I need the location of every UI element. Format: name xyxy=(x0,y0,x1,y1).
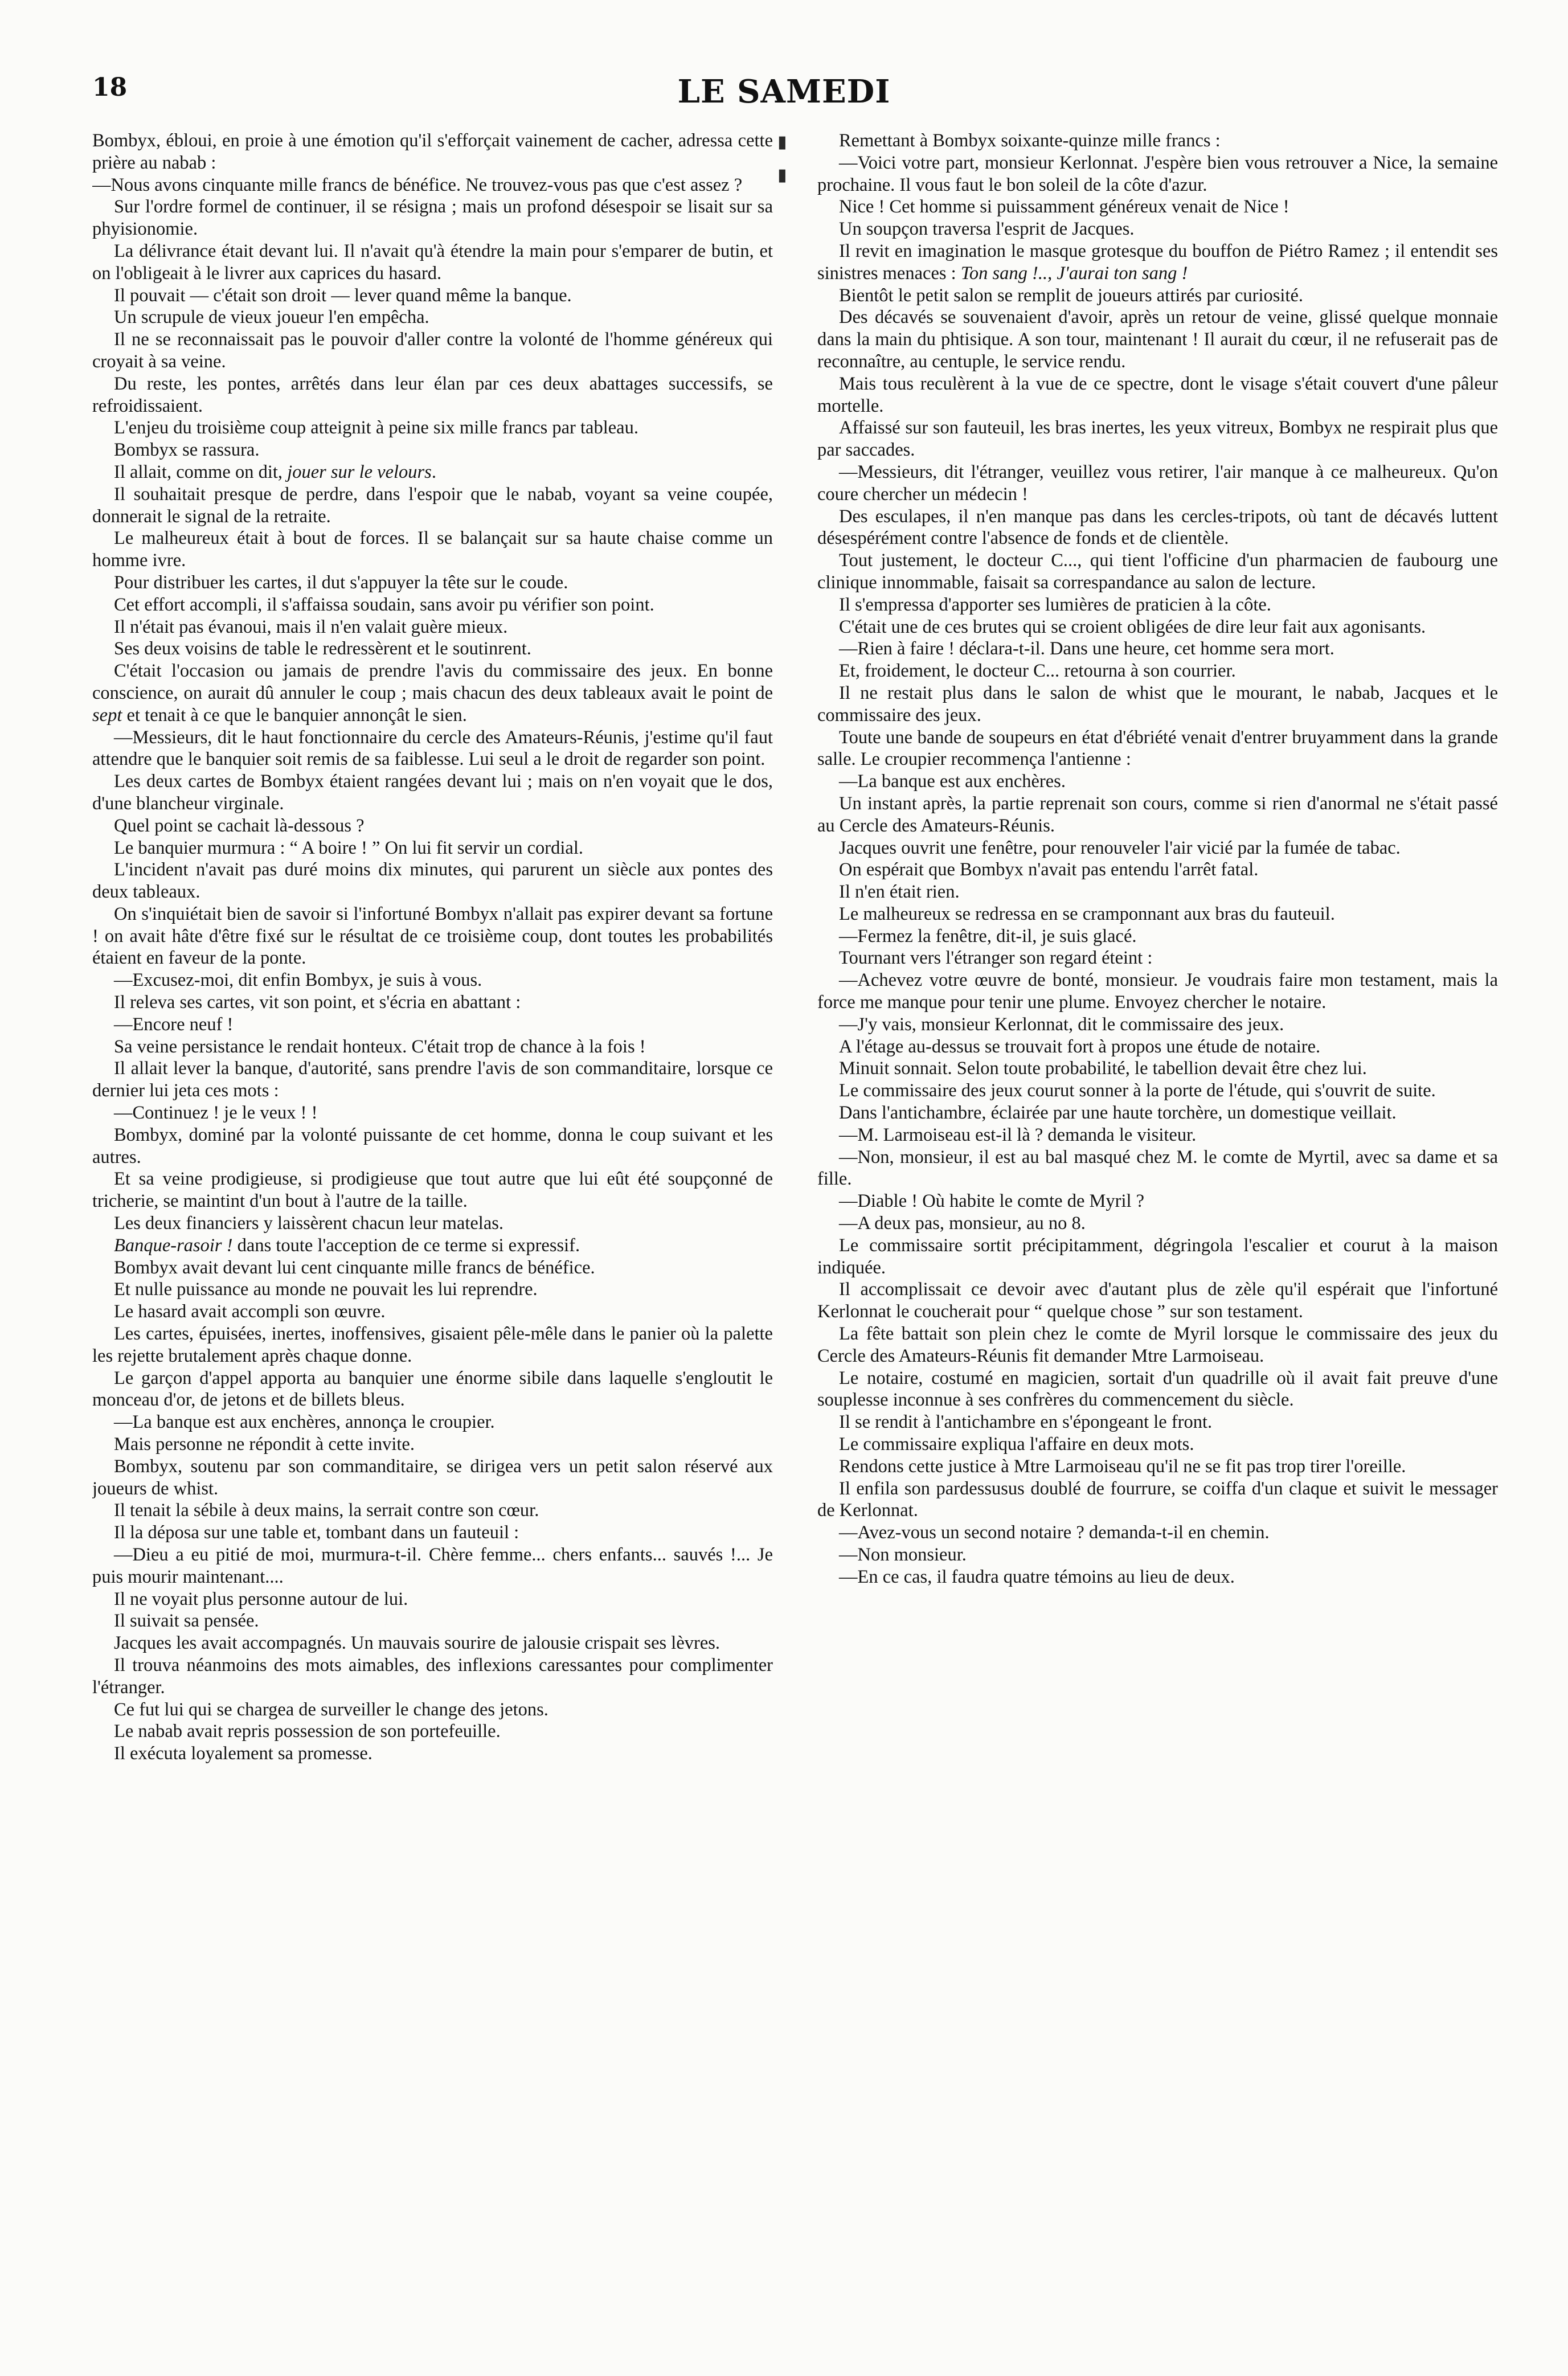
paragraph xyxy=(817,306,1498,372)
paragraph-text: Il exécuta loyalement sa promesse. xyxy=(114,1743,372,1764)
paragraph-text: Il n'en était rien. xyxy=(839,882,960,903)
paragraph xyxy=(817,771,1498,793)
paragraph-text: C'était l'occasion ou jamais de prendre l'avis du commissaire des jeux. En bonne conscience, on aurait dû annuler le coup ; mais chacun des deux tableaux avait le point de xyxy=(92,661,773,703)
paragraph-text: L'incident n'avait pas duré moins dix minutes, qui parurent un siècle aux pontes des deux tableaux. xyxy=(92,859,773,903)
paragraph-text: Le malheureux se redressa en se cramponnant aux bras du fauteuil. xyxy=(839,903,1335,924)
paragraph xyxy=(92,859,773,903)
paragraph-text: Il pouvait — c'était son droit — lever quand même la banque. xyxy=(114,285,572,306)
paragraph xyxy=(92,638,773,660)
margin-mark: ▮ xyxy=(777,165,787,185)
italic-phrase: Banque-rasoir ! xyxy=(114,1235,233,1256)
paragraph-text: Des décavés se souvenaient d'avoir, après un retour de veine, glissé quelque monnaie dans la main du phtisique. A son tour, maintenant ! Il aurait du cœur, il ne refuserait pas de reconnaître, au centuple, le service rendu. xyxy=(817,307,1498,372)
paragraph xyxy=(817,1124,1498,1146)
paragraph xyxy=(817,218,1498,240)
paragraph xyxy=(92,417,773,439)
paragraph-text: Bientôt le petit salon se remplit de joueurs attirés par curiosité. xyxy=(839,285,1303,306)
paragraph xyxy=(817,881,1498,903)
paragraph-text: —Rien à faire ! déclara-t-il. Dans une heure, cet homme sera mort. xyxy=(839,638,1334,659)
paragraph-text: Il la déposa sur une table et, tombant dans un fauteuil : xyxy=(114,1522,519,1543)
italic-phrase: jouer sur le velours xyxy=(287,461,432,482)
paragraph xyxy=(817,1146,1498,1191)
paragraph xyxy=(92,771,773,815)
paragraph xyxy=(817,1456,1498,1478)
paragraph xyxy=(817,1411,1498,1433)
paragraph xyxy=(92,1168,773,1212)
paragraph xyxy=(92,1456,773,1500)
paragraph xyxy=(92,1654,773,1699)
paragraph-text: Bombyx, dominé par la volonté puissante de cet homme, donna le coup suivant et les autres. xyxy=(92,1124,773,1167)
paragraph xyxy=(817,793,1498,837)
paragraph xyxy=(817,506,1498,550)
paragraph-text: Minuit sonnait. Selon toute probabilité, le tabellion devait être chez lui. xyxy=(839,1058,1367,1079)
paragraph-text: Il revit en imagination le masque grotesque du bouffon de Piétro Ramez ; il entendit ses sinistres menaces : xyxy=(817,240,1498,284)
paragraph-text: Des esculapes, il n'en manque pas dans les cercles-tripots, où tant de décavés luttent désespérément contre l'absence de fonds et de clientèle. xyxy=(817,506,1498,549)
paragraph-text: Dans l'antichambre, éclairée par une haute torchère, un domestique veillait. xyxy=(839,1103,1397,1124)
paragraph xyxy=(92,484,773,528)
paragraph-text: Il trouva néanmoins des mots aimables, des inflexions caressantes pour complimenter l'étranger. xyxy=(92,1654,773,1698)
paragraph-text: —Continuez ! je le veux ! ! xyxy=(114,1103,318,1124)
paragraph xyxy=(92,1279,773,1301)
paragraph xyxy=(817,240,1498,285)
paragraph xyxy=(92,196,773,240)
paragraph-text-tail: dans toute l'acception de ce terme si expressif. xyxy=(232,1235,580,1256)
paragraph xyxy=(817,727,1498,771)
text-column-right xyxy=(817,130,1498,2334)
paragraph xyxy=(92,969,773,992)
paragraph-text: Mais tous reculèrent à la vue de ce spectre, dont le visage s'était couvert d'une pâleur mortelle. xyxy=(817,373,1498,416)
paragraph-text: —Diable ! Où habite le comte de Myril ? xyxy=(839,1191,1145,1212)
paragraph-text: Jacques ouvrit une fenêtre, pour renouveler l'air vicié par la fumée de tabac. xyxy=(839,837,1401,858)
paragraph xyxy=(92,1522,773,1544)
paragraph xyxy=(92,1257,773,1279)
paragraph xyxy=(817,903,1498,925)
paragraph xyxy=(817,285,1498,307)
paragraph-text: Il se rendit à l'antichambre en s'épongeant le front. xyxy=(839,1412,1213,1433)
paragraph-text: —Messieurs, dit le haut fonctionnaire du cercle des Amateurs-Réunis, j'estime qu'il faut attendre que le banquier soit remis de sa faiblesse. Lui seul a le droit de regarder son point. xyxy=(92,727,773,770)
paragraph xyxy=(92,373,773,417)
paragraph xyxy=(92,1058,773,1102)
paragraph-text: —Avez-vous un second notaire ? demanda-t-il en chemin. xyxy=(839,1522,1270,1543)
paragraph xyxy=(92,1500,773,1522)
paragraph-text: Ses deux voisins de table le redressèrent et le soutinrent. xyxy=(114,638,531,659)
paragraph-text: Ce fut lui qui se chargea de surveiller le change des jetons. xyxy=(114,1699,548,1720)
paragraph-text: —Messieurs, dit l'étranger, veuillez vous retirer, l'air manque à ce malheureux. Qu'on coure chercher un médecin ! xyxy=(817,461,1498,505)
paragraph xyxy=(92,1323,773,1367)
paragraph-text: Les deux financiers y laissèrent chacun leur matelas. xyxy=(114,1213,504,1234)
paragraph-text: Il releva ses cartes, vit son point, et s'écria en abattant : xyxy=(114,992,521,1013)
paragraph xyxy=(817,130,1498,152)
paragraph xyxy=(817,550,1498,594)
paragraph-text: Et sa veine prodigieuse, si prodigieuse que tout autre que lui eût été soupçonné de tricherie, se maintint d'un bout à l'autre de la taille. xyxy=(92,1169,773,1212)
paragraph-text: Le hasard avait accompli son œuvre. xyxy=(114,1301,386,1322)
paragraph-text: Il allait lever la banque, d'autorité, sans prendre l'avis de son commanditaire, lorsque ce dernier lui jeta ces mots : xyxy=(92,1058,773,1101)
paragraph xyxy=(92,1014,773,1036)
paragraph xyxy=(817,1367,1498,1412)
paragraph xyxy=(92,1699,773,1721)
paragraph-text: Il suivait sa pensée. xyxy=(114,1611,259,1632)
paragraph xyxy=(92,527,773,572)
paragraph-text: Un instant après, la partie reprenait son cours, comme si rien d'anormal ne s'était passé au Cercle des Amateurs-Réunis. xyxy=(817,793,1498,836)
paragraph xyxy=(92,1301,773,1323)
paragraph-text: —La banque est aux enchères, annonça le croupier. xyxy=(114,1412,495,1433)
paragraph-text: Sa veine persistance le rendait honteux. C'était trop de chance à la fois ! xyxy=(114,1036,646,1057)
paragraph-text: Tournant vers l'étranger son regard éteint : xyxy=(839,948,1153,969)
text-column-left xyxy=(92,130,773,2334)
paragraph xyxy=(817,152,1498,196)
paragraph xyxy=(92,1544,773,1588)
paragraph-text: Pour distribuer les cartes, il dut s'appuyer la tête sur le coude. xyxy=(114,572,568,593)
paragraph-text: Il souhaitait presque de perdre, dans l'espoir que le nabab, voyant sa veine coupée, donnerait le signal de la retraite. xyxy=(92,484,773,527)
paragraph xyxy=(92,1720,773,1743)
paragraph-text: Il ne se reconnaissait pas le pouvoir d'aller contre la volonté de l'homme généreux qui croyait à sa veine. xyxy=(92,329,773,372)
paragraph xyxy=(817,1544,1498,1566)
paragraph xyxy=(92,130,773,174)
paragraph-text: —M. Larmoiseau est-il là ? demanda le visiteur. xyxy=(839,1124,1197,1145)
paragraph-text: Du reste, les pontes, arrêtés dans leur élan par ces deux abattages successifs, se refroidissaient. xyxy=(92,373,773,416)
paragraph-text: —Non, monsieur, il est au bal masqué chez M. le comte de Myrtil, avec sa dame et sa fille. xyxy=(817,1146,1498,1190)
paragraph xyxy=(817,1566,1498,1588)
paragraph xyxy=(92,1212,773,1235)
paragraph xyxy=(92,461,773,484)
paragraph xyxy=(92,1411,773,1433)
paragraph-text: —J'y vais, monsieur Kerlonnat, dit le commissaire des jeux. xyxy=(839,1014,1284,1035)
paragraph-text: —Voici votre part, monsieur Kerlonnat. J'espère bien vous retrouver a Nice, la semaine prochaine. Il vous faut le bon soleil de la côte d'azur. xyxy=(817,152,1498,195)
paragraph-text: Jacques les avait accompagnés. Un mauvais sourire de jalousie crispait ses lèvres. xyxy=(114,1633,720,1654)
paragraph xyxy=(92,992,773,1014)
paragraph xyxy=(817,1323,1498,1367)
paragraph xyxy=(92,1433,773,1456)
paragraph xyxy=(92,1632,773,1654)
paragraph xyxy=(817,1058,1498,1080)
paragraph-text: Quel point se cachait là-dessous ? xyxy=(114,815,365,836)
paragraph xyxy=(817,1279,1498,1323)
paragraph-text: Il s'empressa d'apporter ses lumières de praticien à la côte. xyxy=(839,594,1271,615)
paragraph xyxy=(817,660,1498,682)
paragraph-text: C'était une de ces brutes qui se croient obligées de dire leur fait aux agonisants. xyxy=(839,616,1426,637)
paragraph xyxy=(92,1036,773,1058)
paragraph-text: Et, froidement, le docteur C... retourna à son courrier. xyxy=(839,661,1236,682)
paragraph xyxy=(817,925,1498,948)
paragraph xyxy=(92,1588,773,1611)
paragraph-text: Le garçon d'appel apporta au banquier une énorme sibile dans laquelle s'engloutit le monceau d'or, de jetons et de billets bleus. xyxy=(92,1367,773,1411)
paragraph xyxy=(817,1036,1498,1058)
paragraph-text: —Dieu a eu pitié de moi, murmura-t-il. Chère femme... chers enfants... sauvés !... Je puis mourir maintenant.... xyxy=(92,1545,773,1587)
paragraph xyxy=(92,174,773,196)
italic-phrase: sept xyxy=(92,704,122,726)
margin-mark: ▮ xyxy=(777,132,787,152)
paragraph-text-tail: . xyxy=(431,461,436,482)
paragraph-text: Les deux cartes de Bombyx étaient rangées devant lui ; mais on n'en voyait que le dos, d'une blancheur virginale. xyxy=(92,771,773,814)
paragraph-text: Le nabab avait repris possession de son portefeuille. xyxy=(114,1721,501,1742)
paragraph-text: La délivrance était devant lui. Il n'avait qu'à étendre la main pour s'emparer de butin, et on l'obligeait à le livrer aux caprices du hasard. xyxy=(92,240,773,284)
paragraph xyxy=(817,1102,1498,1124)
paragraph-text: —Fermez la fenêtre, dit-il, je suis glacé. xyxy=(839,925,1137,947)
paragraph-text: Le commissaire sortit précipitamment, dégringola l'escalier et courut à la maison indiquée. xyxy=(817,1235,1498,1278)
paragraph-text: Sur l'ordre formel de continuer, il se résigna ; mais un profond désespoir se lisait sur sa phyisionomie. xyxy=(92,196,773,240)
paragraph-text: Il enfila son pardessusus doublé de fourrure, se coiffa d'un claque et suivit le messager de Kerlonnat. xyxy=(817,1478,1498,1521)
paragraph-text: Il ne voyait plus personne autour de lui. xyxy=(114,1588,408,1609)
paragraph xyxy=(92,594,773,616)
paragraph xyxy=(817,1190,1498,1212)
paragraph-text: Il tenait la sébile à deux mains, la serrait contre son cœur. xyxy=(114,1500,539,1521)
paragraph-text: —En ce cas, il faudra quatre témoins au lieu de deux. xyxy=(839,1566,1235,1587)
paragraph xyxy=(92,815,773,837)
paragraph xyxy=(92,285,773,307)
paragraph-text: Bombyx, ébloui, en proie à une émotion qu'il s'efforçait vainement de cacher, adressa cette prière au nabab : xyxy=(92,130,773,173)
paragraph-text: Bombyx, soutenu par son commanditaire, se dirigea vers un petit salon réservé aux joueurs de whist. xyxy=(92,1456,773,1499)
paragraph-text: L'enjeu du troisième coup atteignit à peine six mille francs par tableau. xyxy=(114,417,638,439)
paragraph-text: Le commissaire des jeux courut sonner à la porte de l'étude, qui s'ouvrit de suite. xyxy=(839,1080,1436,1101)
paragraph xyxy=(92,616,773,638)
paragraph-text: Cet effort accompli, il s'affaissa soudain, sans avoir pu vérifier son point. xyxy=(114,594,654,615)
paragraph xyxy=(817,859,1498,881)
paragraph-text: Il accomplissait ce devoir avec d'autant plus de zèle qu'il espérait que l'infortuné Kerlonnat le coucherait pour “ quelque chose ” sur son testament. xyxy=(817,1279,1498,1322)
paragraph xyxy=(817,638,1498,660)
paragraph xyxy=(92,837,773,859)
paragraph-text: Un soupçon traversa l'esprit de Jacques. xyxy=(839,219,1135,240)
paragraph-text: Un scrupule de vieux joueur l'en empêcha. xyxy=(114,307,429,328)
paragraph xyxy=(817,1235,1498,1279)
paragraph-text: —Non monsieur. xyxy=(839,1545,967,1565)
paragraph xyxy=(817,837,1498,859)
paragraph-text: On espérait que Bombyx n'avait pas entendu l'arrêt fatal. xyxy=(839,859,1259,880)
paragraph xyxy=(92,439,773,461)
paragraph xyxy=(817,1080,1498,1102)
paragraph-text: Le malheureux était à bout de forces. Il se balançait sur sa haute chaise comme un homme ivre. xyxy=(92,528,773,571)
paragraph xyxy=(817,969,1498,1014)
paragraph xyxy=(92,660,773,726)
paragraph xyxy=(92,572,773,594)
paragraph xyxy=(92,240,773,285)
paragraph-text: Mais personne ne répondit à cette invite. xyxy=(114,1434,415,1455)
paragraph xyxy=(92,727,773,771)
paragraph-text: La fête battait son plein chez le comte de Myril lorsque le commissaire des jeux du Cercle des Amateurs-Réunis fit demander Mtre Larmoiseau. xyxy=(817,1324,1498,1366)
paragraph-text: —Nous avons cinquante mille francs de bénéfice. Ne trouvez-vous pas que c'est assez ? xyxy=(92,174,743,195)
paragraph-text: Rendons cette justice à Mtre Larmoiseau qu'il ne se fit pas trop tirer l'oreille. xyxy=(839,1456,1406,1477)
paragraph-text: Tout justement, le docteur C..., qui tient l'officine d'un pharmacien de faubourg une clinique innommable, faisait sa correspandance au salon de lecture. xyxy=(817,550,1498,593)
paragraph xyxy=(817,682,1498,727)
paragraph xyxy=(817,1014,1498,1036)
paragraph xyxy=(817,1433,1498,1456)
paragraph xyxy=(817,196,1498,218)
paragraph xyxy=(817,461,1498,506)
paragraph-text-tail: et tenait à ce que le banquier annonçât le sien. xyxy=(122,704,467,726)
paragraph xyxy=(817,947,1498,969)
paragraph-text: —Achevez votre œuvre de bonté, monsieur. Je voudrais faire mon testament, mais la force me manque pour tenir une plume. Envoyez chercher le notaire. xyxy=(817,970,1498,1013)
paragraph-text: A l'étage au-dessus se trouvait fort à propos une étude de notaire. xyxy=(839,1036,1321,1057)
paragraph xyxy=(92,1610,773,1632)
paragraph-text: Bombyx avait devant lui cent cinquante mille francs de bénéfice. xyxy=(114,1257,595,1278)
paragraph-text: Et nulle puissance au monde ne pouvait les lui reprendre. xyxy=(114,1279,538,1300)
paragraph-text: —Encore neuf ! xyxy=(114,1014,234,1035)
paragraph-text: Il allait, comme on dit, xyxy=(114,461,288,482)
paragraph xyxy=(817,1478,1498,1522)
paragraph xyxy=(817,373,1498,417)
paragraph-text: Il ne restait plus dans le salon de whist que le mourant, le nabab, Jacques et le commissaire des jeux. xyxy=(817,682,1498,726)
paragraph xyxy=(92,1235,773,1257)
paragraph xyxy=(92,329,773,373)
paragraph xyxy=(92,1102,773,1124)
paragraph-text: Le commissaire expliqua l'affaire en deux mots. xyxy=(839,1434,1194,1455)
paragraph xyxy=(817,616,1498,638)
paragraph-text: Bombyx se rassura. xyxy=(114,440,260,461)
paragraph-text: Nice ! Cet homme si puissamment généreux venait de Nice ! xyxy=(839,196,1289,218)
paragraph xyxy=(92,1743,773,1765)
paragraph-text: Les cartes, épuisées, inertes, inoffensives, gisaient pêle-mêle dans le panier où la palette les rejette brutalement après chaque donne. xyxy=(92,1324,773,1366)
paragraph-text: Il n'était pas évanoui, mais il n'en valait guère mieux. xyxy=(114,616,508,637)
paragraph xyxy=(92,903,773,969)
paragraph-text: —A deux pas, monsieur, au no 8. xyxy=(839,1213,1086,1234)
paragraph-text: Toute une bande de soupeurs en état d'ébriété venait d'entrer bruyamment dans la grande salle. Le croupier recommença l'antienne : xyxy=(817,727,1498,770)
paragraph xyxy=(817,417,1498,461)
paragraph xyxy=(92,1367,773,1412)
publication-title: LE SAMEDI xyxy=(677,73,891,110)
paragraph xyxy=(817,1212,1498,1235)
paragraph xyxy=(92,306,773,329)
paragraph-text: Le banquier murmura : “ A boire ! ” On lui fit servir un cordial. xyxy=(114,837,583,858)
paragraph-text: —Excusez-moi, dit enfin Bombyx, je suis à vous. xyxy=(114,970,482,991)
paragraph-text: Remettant à Bombyx soixante-quinze mille francs : xyxy=(839,130,1221,151)
page-number: 18 xyxy=(92,73,128,102)
paragraph-text: Le notaire, costumé en magicien, sortait d'un quadrille où il avait fait preuve d'une souplesse inconnue à ses confrères du commencement du siècle. xyxy=(817,1367,1498,1411)
paragraph xyxy=(817,594,1498,616)
paragraph xyxy=(92,1124,773,1169)
paragraph-text: Affaissé sur son fauteuil, les bras inertes, les yeux vitreux, Bombyx ne respirait plus que par saccades. xyxy=(817,417,1498,461)
paragraph-text: —La banque est aux enchères. xyxy=(839,771,1066,792)
italic-phrase: Ton sang !.., J'aurai ton sang ! xyxy=(960,263,1188,284)
paragraph-text: On s'inquiétait bien de savoir si l'infortuné Bombyx n'allait pas expirer devant sa fortune ! on avait hâte d'être fixé sur le résultat de ce troisième coup, dont toutes les probabilités étaient en faveur de la ponte. xyxy=(92,903,773,969)
paragraph xyxy=(817,1522,1498,1544)
